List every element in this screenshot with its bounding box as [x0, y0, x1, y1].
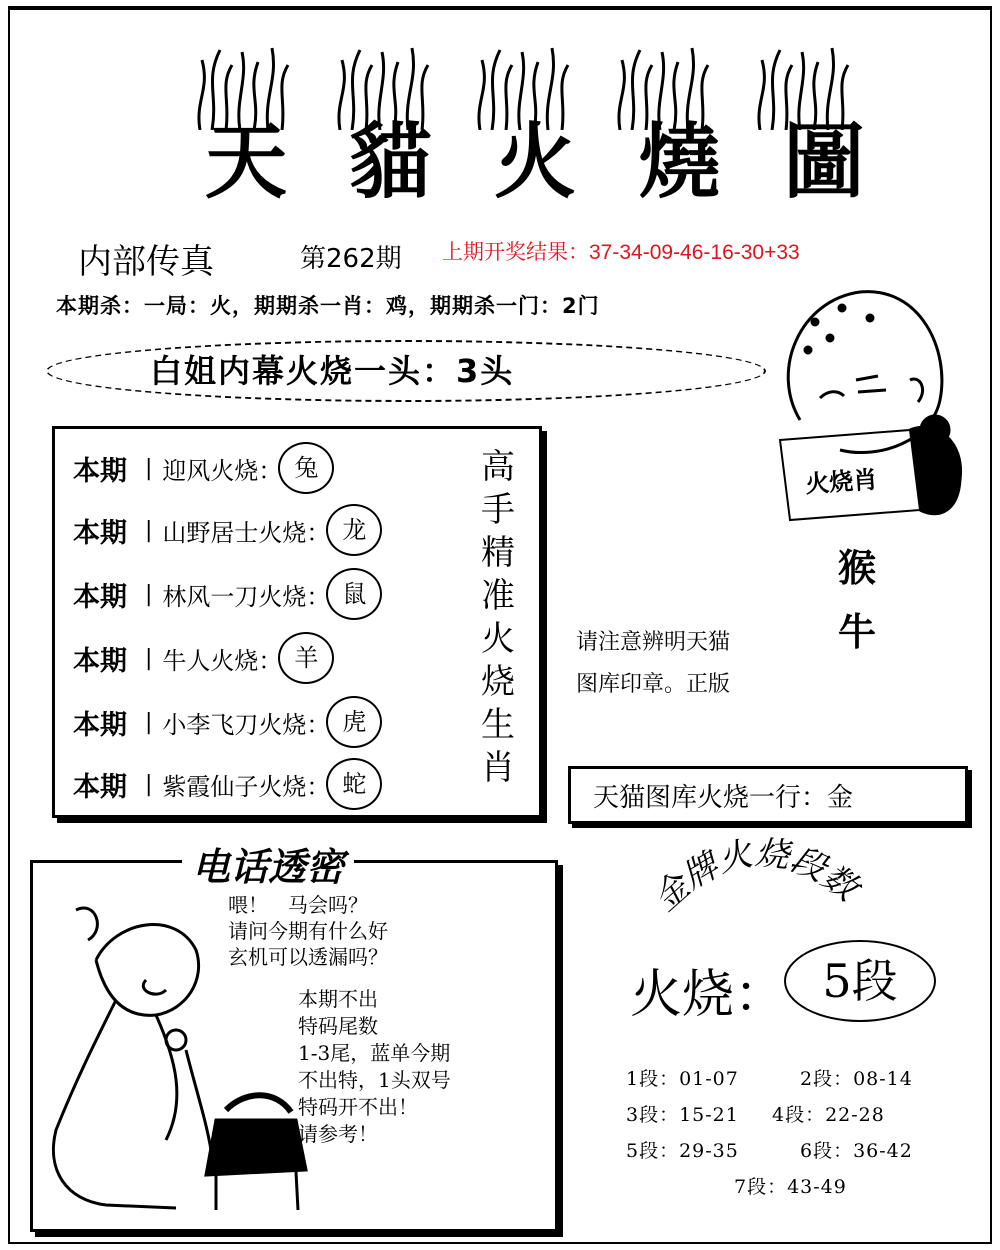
vertical-slogan: 高手精准火烧生肖 — [481, 447, 515, 788]
period-text: 山野居士火烧： — [162, 518, 331, 547]
segment-range: 7段：43-49 — [734, 1176, 847, 1198]
period-row — [73, 569, 382, 619]
segment-range: 3段：15-21 — [626, 1104, 739, 1126]
period-divider: | — [145, 517, 153, 543]
last-result: 上期开奖结果：37-34-09-46-16-30+33 — [442, 241, 800, 264]
phone-question-line: 请问今期有什么好 — [228, 919, 388, 943]
notice-line: 图库印章。正版 — [576, 672, 731, 697]
period-divider: | — [145, 645, 153, 671]
phone-answer-line: 特码开不出！ — [298, 1095, 418, 1119]
zodiac-circle: 羊 — [278, 632, 334, 684]
fire-zodiac-label: 火烧肖 — [804, 465, 879, 499]
period-row — [73, 443, 334, 493]
period-row — [73, 697, 382, 747]
periods-box — [52, 426, 542, 818]
segment-range: 1段：01-07 — [626, 1068, 739, 1090]
period-text: 迎风火烧： — [162, 456, 283, 485]
fire-zodiac-values — [822, 536, 892, 664]
period-row — [73, 505, 382, 555]
zodiac-circle: 蛇 — [326, 758, 382, 810]
phone-answer-line: 不出特，1头双号 — [298, 1068, 451, 1092]
period-divider: | — [145, 709, 153, 735]
element-box: 天猫图库火烧一行：金 — [568, 766, 968, 824]
title-char: 貓 — [349, 115, 432, 210]
fire-segment-value: 5段 — [784, 940, 936, 1022]
phone-question-line: 喂！ 马会吗？ — [228, 893, 368, 917]
segment-range: 5段：29-35 — [626, 1140, 739, 1162]
segment-range: 4段：22-28 — [772, 1104, 885, 1126]
zodiac-circle: 鼠 — [326, 568, 382, 620]
title-char: 燒 — [638, 115, 721, 210]
notice-line: 请注意辨明天猫 — [576, 630, 731, 655]
zodiac-circle: 虎 — [326, 696, 382, 748]
phone-title: 电话透密 — [182, 836, 354, 891]
phone-answer-line: 请参考！ — [298, 1122, 378, 1146]
period-label: 本期 — [73, 581, 127, 613]
gold-segment-title — [640, 820, 880, 930]
period-label: 本期 — [73, 771, 127, 803]
segment-range: 2段：08-14 — [800, 1068, 913, 1090]
page-title — [195, 115, 875, 210]
period-divider: | — [145, 455, 153, 481]
period-text: 小李飞刀火烧： — [162, 710, 331, 739]
period-row — [73, 633, 334, 683]
phone-answer-line: 1-3尾，蓝单今期 — [298, 1041, 451, 1065]
phone-answer — [298, 986, 451, 1148]
period-label: 本期 — [73, 455, 127, 487]
gold-segment-title-text: 金牌火烧段数 — [645, 832, 866, 920]
period-text: 牛人火烧： — [162, 646, 283, 675]
period-row — [73, 759, 382, 809]
fire-zodiac-value: 猴 — [837, 546, 876, 590]
zodiac-circle: 兔 — [278, 442, 334, 494]
notice — [576, 622, 796, 706]
banner-text: 白姐内幕火烧一头：3头 — [150, 352, 515, 390]
fire-segment-label: 火烧： — [630, 965, 787, 1025]
phone-answer-line: 特码尾数 — [298, 1014, 378, 1038]
period-divider: | — [145, 581, 153, 607]
period-text: 林风一刀火烧： — [162, 582, 331, 611]
phone-question — [228, 892, 388, 970]
cartoon-head-icon — [760, 280, 980, 550]
title-char: 火 — [493, 115, 576, 210]
period-label: 本期 — [73, 645, 127, 677]
phone-question-line: 玄机可以透漏吗？ — [228, 945, 388, 969]
kill-line: 本期杀：一局：火，期期杀一肖：鸡，期期杀一门：2门 — [56, 294, 600, 318]
zodiac-circle: 龙 — [326, 504, 382, 556]
period-label: 本期 — [73, 517, 127, 549]
internal-fax-label: 内部传真 — [78, 242, 214, 282]
period-text: 紫霞仙子火烧： — [162, 772, 331, 801]
title-char: 天 — [205, 115, 288, 210]
phone-answer-line: 本期不出 — [298, 987, 378, 1011]
period-label: 本期 — [73, 709, 127, 741]
fire-zodiac-value: 牛 — [837, 610, 876, 654]
period-divider: | — [145, 771, 153, 797]
segment-range: 6段：36-42 — [800, 1140, 913, 1162]
issue-number: 第262期 — [300, 244, 402, 274]
svg-text:金牌火烧段数 — [646, 833, 869, 919]
title-char: 圖 — [782, 115, 865, 210]
